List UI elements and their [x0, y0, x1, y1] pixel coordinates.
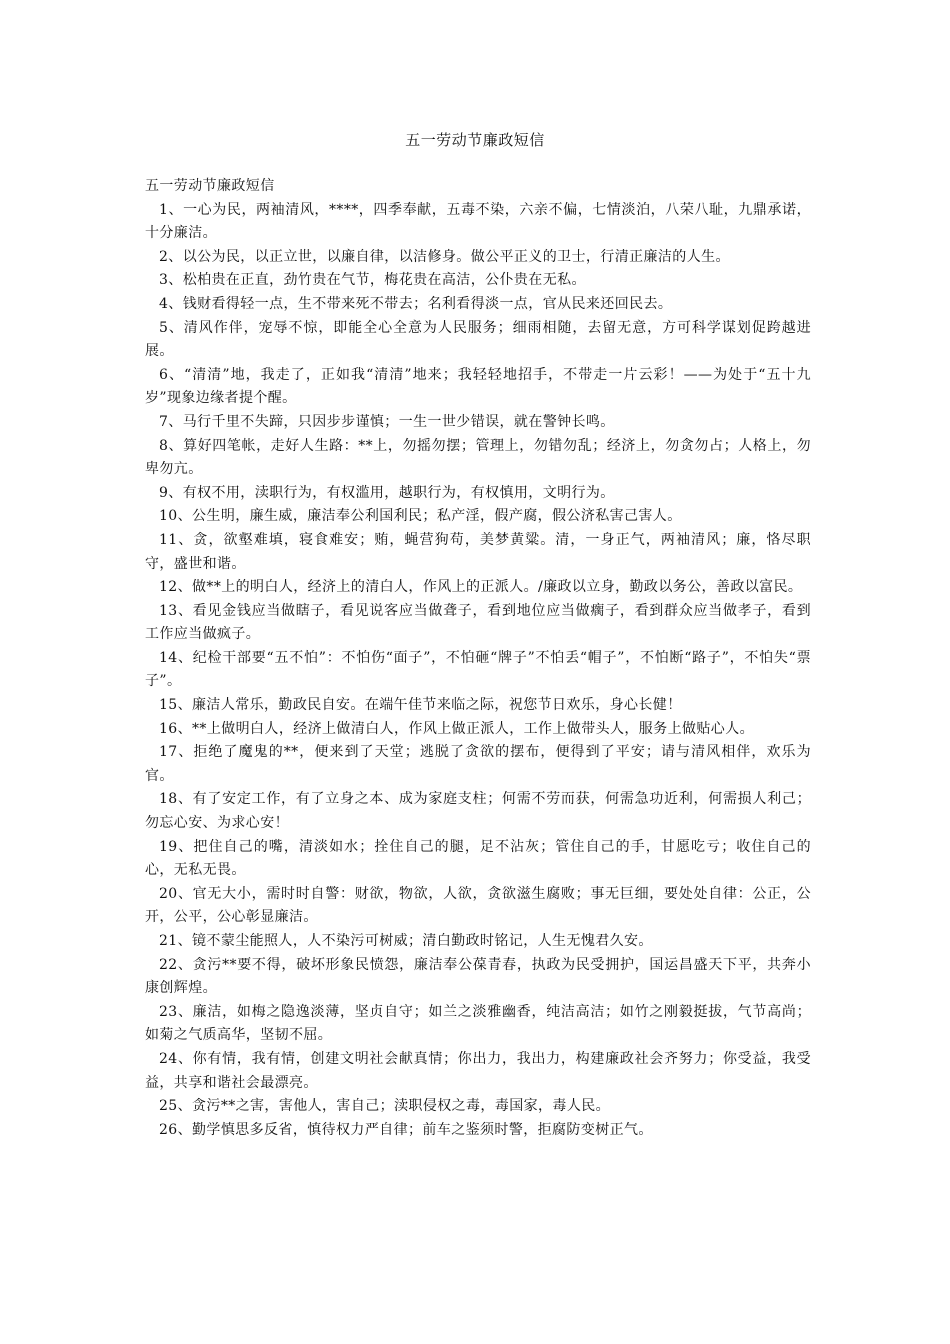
list-item: 8、算好四笔帐，走好人生路：**上，勿摇勿摆；管理上，勿错勿乱；经济上，勿贪勿占；人格上，勿卑勿亢。	[145, 437, 811, 478]
list-item: 19、把住自己的嘴，清淡如水；拴住自己的腿，足不沾灰；管住自己的手，甘愿吃亏；收住自己的心，无私无畏。	[145, 838, 811, 879]
list-item: 6、“清清”地，我走了，正如我“清清”地来；我轻轻地招手，不带走一片云彩！——为处于“五十九岁”现象边缘者提个醒。	[145, 366, 811, 407]
list-item: 11、贪，欲壑难填，寝食难安；贿，蝇营狗苟，美梦黄粱。清，一身正气，两袖清风；廉，恪尽职守，盛世和谐。	[145, 531, 811, 572]
list-item: 16、**上做明白人，经济上做清白人，作风上做正派人，工作上做带头人，服务上做贴心人。	[159, 720, 755, 737]
list-item: 24、你有情，我有情，创建文明社会献真情；你出力，我出力，构建廉政社会齐努力；你受益，我受益，共享和谐社会最漂亮。	[145, 1050, 811, 1091]
list-item: 4、钱财看得轻一点，生不带来死不带去；名利看得淡一点，官从民来还回民去。	[159, 295, 673, 312]
list-item: 7、马行千里不失蹄，只因步步谨慎；一生一世少错误，就在警钟长鸣。	[159, 413, 615, 430]
list-item: 26、勤学慎思多反省，慎待权力严自律；前车之鉴须时警，拒腐防变树正气。	[159, 1121, 653, 1138]
list-item: 13、看见金钱应当做瞎子，看见说客应当做聋子，看到地位应当做瘸子，看到群众应当做孝子，看到工作应当做疯子。	[145, 602, 811, 643]
list-item: 23、廉洁，如梅之隐逸淡薄，坚贞自守；如兰之淡雅幽香，纯洁高洁；如竹之刚毅挺拔，气节高尚；如菊之气质高华，坚韧不屈。	[145, 1003, 811, 1044]
list-item: 5、清风作伴，宠辱不惊，即能全心全意为人民服务；细雨相随，去留无意，方可科学谋划促跨越进展。	[145, 319, 811, 360]
list-item: 14、纪检干部要“五不怕”：不怕伤“面子”，不怕砸“牌子”不怕丢“帽子”，不怕断“路子”，不怕失“票子”。	[145, 649, 811, 690]
list-item: 21、镜不蒙尘能照人，人不染污可树威；清白勤政时铭记，人生无愧君久安。	[159, 933, 653, 949]
list-item: 17、拒绝了魔鬼的**，便来到了天堂；逃脱了贪欲的摆布，便得到了平安；请与清风相伴，欢乐为官。	[145, 744, 811, 784]
list-item: 1、一心为民，两袖清风，****，四季奉献，五毒不染，六亲不偏，七情淡泊，八荣八耻，九鼎承诺，十分廉洁。	[145, 201, 811, 242]
list-item: 15、廉洁人常乐，勤政民自安。在端午佳节来临之际，祝您节日欢乐，身心长健！	[159, 697, 682, 714]
list-item: 18、有了安定工作，有了立身之本、成为家庭支柱；何需不劳而获，何需急功近利，何需损人利己；勿忘心安、为求心安！	[145, 791, 811, 832]
document-subtitle: 五一劳动节廉政短信	[145, 178, 275, 194]
list-item: 25、贪污**之害，害他人，害自己；渎职侵权之毒，毒国家，毒人民。	[159, 1098, 611, 1115]
list-item: 12、做**上的明白人，经济上的清白人，作风上的正派人。/廉政以立身，勤政以务公，善政以富民。	[159, 579, 803, 596]
document-title: 五一劳动节廉政短信	[405, 131, 545, 149]
list-item: 22、贪污**要不得，破坏形象民愤怨，廉洁奉公葆青春，执政为民受拥护，国运昌盛天下平，共奔小康创辉煌。	[145, 956, 811, 997]
list-item: 20、官无大小，需时时自警：财欲，物欲，人欲，贪欲滋生腐败；事无巨细，要处处自律：公正，公开，公平，公心彰显廉洁。	[145, 885, 811, 926]
list-item: 2、以公为民，以正立世，以廉自律，以洁修身。做公平正义的卫士，行清正廉洁的人生。	[159, 248, 730, 265]
document-body	[145, 175, 811, 1142]
list-item: 10、公生明，廉生威，廉洁奉公利国利民；私产淫，假产腐，假公济私害己害人。	[159, 508, 682, 525]
list-item: 9、有权不用，渎职行为，有权滥用，越职行为，有权慎用，文明行为。	[159, 484, 615, 501]
list-item: 3、松柏贵在正直，劲竹贵在气节，梅花贵在高洁，公仆贵在无私。	[159, 272, 586, 289]
